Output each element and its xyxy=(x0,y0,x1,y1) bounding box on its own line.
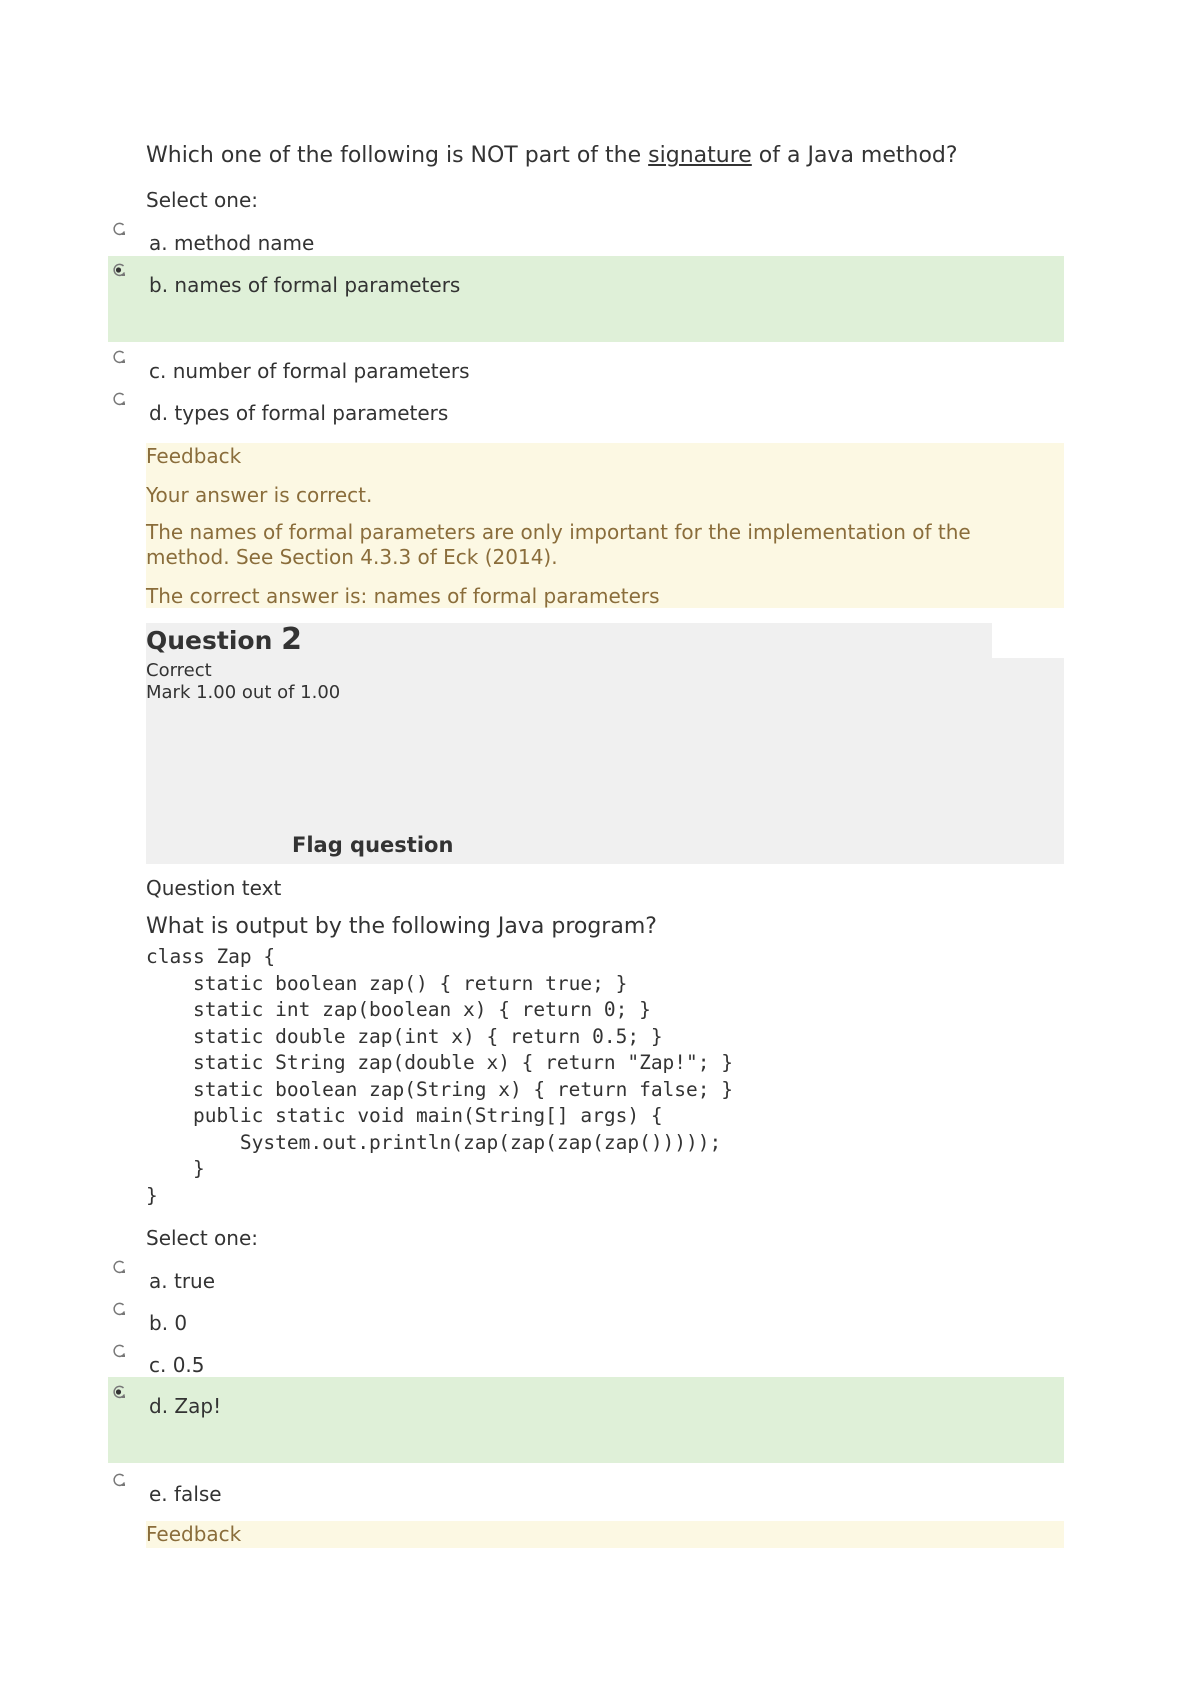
question-text-label: Question text xyxy=(146,876,282,900)
option-d[interactable]: d. Zap! xyxy=(149,1394,222,1418)
option-b[interactable]: b. names of formal parameters xyxy=(149,273,461,297)
select-one-label: Select one: xyxy=(146,1226,259,1250)
code-block: class Zap { static boolean zap() { return true; } static int zap(boolean x) { return 0; } static double zap(int x) { return 0.5; } static String zap(double x) { return "Zap!"; } static boolean zap(String x) { return false; } public static void main(String[] args) { System.out.println(zap(zap(zap(zap())))); } } xyxy=(146,945,733,1207)
radio-button-icon[interactable] xyxy=(112,1473,127,1488)
radio-button-icon[interactable] xyxy=(112,1344,127,1359)
feedback-box xyxy=(146,1521,1064,1548)
feedback-heading: Feedback xyxy=(146,1522,242,1546)
option-a[interactable]: a. method name xyxy=(149,231,315,255)
option-a[interactable]: a. true xyxy=(149,1269,216,1293)
radio-button-icon[interactable] xyxy=(112,222,127,237)
select-one-label: Select one: xyxy=(146,188,259,212)
radio-button-icon[interactable] xyxy=(112,1302,127,1317)
radio-button-selected-icon[interactable] xyxy=(112,1385,127,1400)
question-state: Correct xyxy=(146,660,212,681)
question-1-text: Which one of the following is NOT part of the signature of a Java method? xyxy=(146,143,958,168)
selected-option-highlight xyxy=(108,1377,1064,1463)
feedback-status: Your answer is correct. xyxy=(146,483,373,507)
flag-question-link[interactable]: Flag question xyxy=(292,833,454,857)
question-number: Question 2 xyxy=(146,622,302,657)
feedback-correct-answer: The correct answer is: names of formal parameters xyxy=(146,584,660,608)
selected-option-highlight xyxy=(108,256,1064,342)
radio-button-selected-icon[interactable] xyxy=(112,263,127,278)
option-c[interactable]: c. 0.5 xyxy=(149,1353,205,1377)
question-2-text: What is output by the following Java program? xyxy=(146,914,657,939)
radio-button-icon[interactable] xyxy=(112,392,127,407)
option-c[interactable]: c. number of formal parameters xyxy=(149,359,470,383)
option-b[interactable]: b. 0 xyxy=(149,1311,188,1335)
radio-button-icon[interactable] xyxy=(112,350,127,365)
feedback-explanation: The names of formal parameters are only important for the implementation of the method. See Section 4.3.3 of Eck (2014). xyxy=(146,520,971,569)
feedback-heading: Feedback xyxy=(146,444,242,468)
question-grade: Mark 1.00 out of 1.00 xyxy=(146,682,341,703)
option-d[interactable]: d. types of formal parameters xyxy=(149,401,449,425)
radio-button-icon[interactable] xyxy=(112,1260,127,1275)
option-e[interactable]: e. false xyxy=(149,1482,222,1506)
